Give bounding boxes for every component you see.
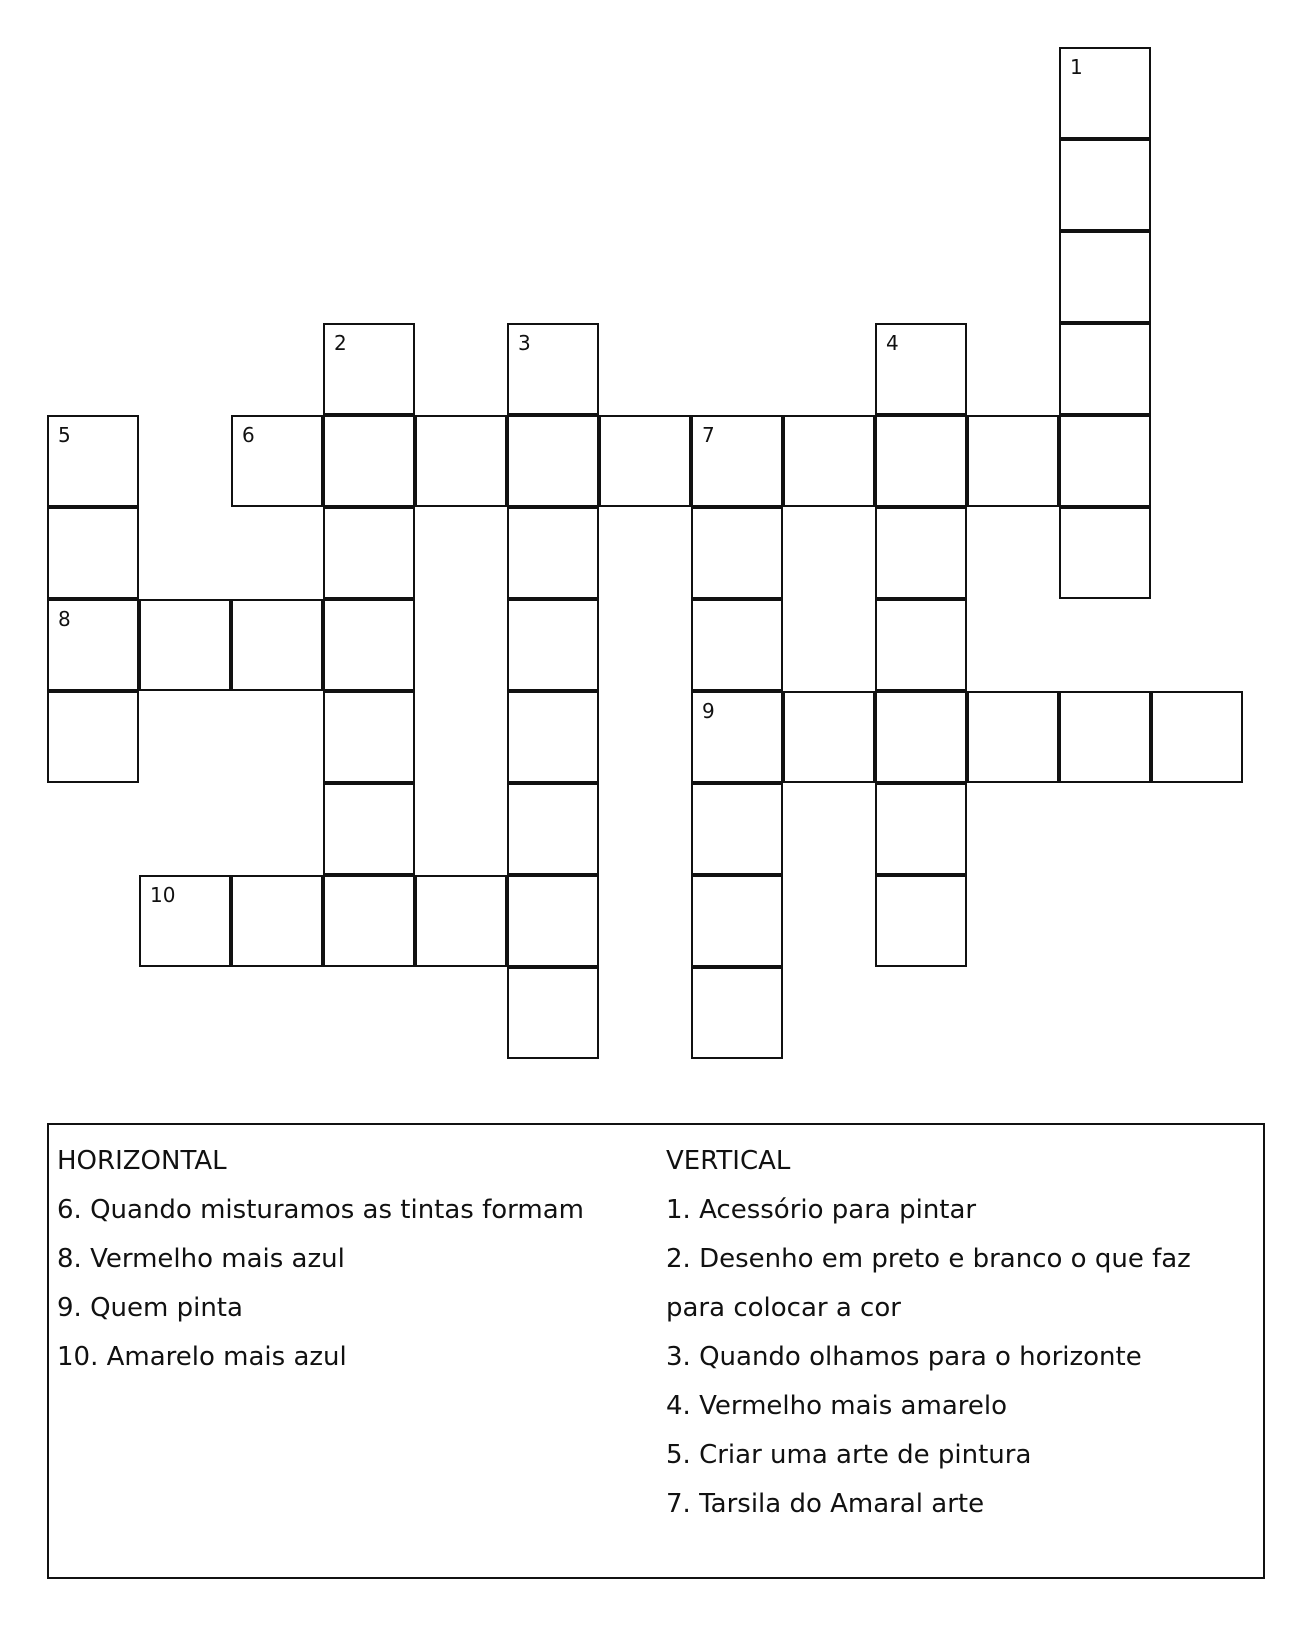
cell-number: 5 <box>58 423 71 447</box>
grid-cell[interactable] <box>507 415 599 507</box>
grid-cell[interactable] <box>1059 139 1151 231</box>
grid-cell[interactable] <box>47 599 139 691</box>
grid-cell[interactable] <box>47 415 139 507</box>
grid-cell[interactable] <box>691 783 783 875</box>
clue-vertical-2: 2. Desenho em preto e branco o que faz <box>666 1244 1191 1274</box>
vertical-clues <box>666 1137 1256 1529</box>
grid-cell[interactable] <box>415 415 507 507</box>
grid-cell[interactable] <box>875 415 967 507</box>
grid-cell[interactable] <box>323 507 415 599</box>
grid-cell[interactable] <box>507 691 599 783</box>
grid-cell[interactable] <box>231 415 323 507</box>
grid-cell[interactable] <box>231 875 323 967</box>
cell-number: 7 <box>702 423 715 447</box>
cell-number: 1 <box>1070 55 1083 79</box>
clue-vertical-7: 7. Tarsila do Amaral arte <box>666 1489 985 1519</box>
clue-horizontal-10: 10. Amarelo mais azul <box>57 1342 347 1372</box>
grid-cell[interactable] <box>1151 691 1243 783</box>
cell-number: 4 <box>886 331 899 355</box>
grid-cell[interactable] <box>783 691 875 783</box>
clue-vertical-5: 5. Criar uma arte de pintura <box>666 1440 1032 1470</box>
grid-cell[interactable] <box>323 875 415 967</box>
clue-horizontal-6: 6. Quando misturamos as tintas formam <box>57 1195 584 1225</box>
grid-cell[interactable] <box>967 415 1059 507</box>
grid-cell[interactable] <box>231 599 323 691</box>
cell-number: 8 <box>58 607 71 631</box>
clue-horizontal-9: 9. Quem pinta <box>57 1293 243 1323</box>
grid-cell[interactable] <box>1059 691 1151 783</box>
grid-cell[interactable] <box>507 783 599 875</box>
grid-cell[interactable] <box>323 415 415 507</box>
grid-cell[interactable] <box>323 323 415 415</box>
grid-cell[interactable] <box>507 967 599 1059</box>
clue-horizontal-8: 8. Vermelho mais azul <box>57 1244 345 1274</box>
grid-cell[interactable] <box>1059 507 1151 599</box>
grid-cell[interactable] <box>1059 415 1151 507</box>
clue-vertical-3: 3. Quando olhamos para o horizonte <box>666 1342 1142 1372</box>
grid-cell[interactable] <box>691 599 783 691</box>
clue-vertical-1: 1. Acessório para pintar <box>666 1195 977 1225</box>
grid-cell[interactable] <box>875 875 967 967</box>
grid-cell[interactable] <box>691 691 783 783</box>
grid-cell[interactable] <box>691 415 783 507</box>
grid-cell[interactable] <box>875 691 967 783</box>
cell-number: 10 <box>150 883 176 907</box>
grid-cell[interactable] <box>1059 47 1151 139</box>
clue-vertical-4: 4. Vermelho mais amarelo <box>666 1391 1007 1421</box>
grid-cell[interactable] <box>783 415 875 507</box>
cell-number: 9 <box>702 699 715 723</box>
horizontal-title: HORIZONTAL <box>57 1146 227 1176</box>
cell-number: 3 <box>518 331 531 355</box>
cell-number: 6 <box>242 423 255 447</box>
horizontal-clues <box>57 1137 647 1382</box>
grid-cell[interactable] <box>507 599 599 691</box>
vertical-title: VERTICAL <box>666 1146 791 1176</box>
grid-cell[interactable] <box>1059 231 1151 323</box>
grid-cell[interactable] <box>875 507 967 599</box>
grid-cell[interactable] <box>691 507 783 599</box>
grid-cell[interactable] <box>875 599 967 691</box>
grid-cell[interactable] <box>47 507 139 599</box>
clue-vertical-2-continued: para colocar a cor <box>666 1293 901 1323</box>
grid-cell[interactable] <box>47 691 139 783</box>
grid-cell[interactable] <box>507 507 599 599</box>
grid-cell[interactable] <box>875 323 967 415</box>
grid-cell[interactable] <box>323 783 415 875</box>
grid-cell[interactable] <box>139 599 231 691</box>
cell-number: 2 <box>334 331 347 355</box>
grid-cell[interactable] <box>1059 323 1151 415</box>
grid-cell[interactable] <box>323 691 415 783</box>
clues-box <box>47 1123 1265 1579</box>
grid-cell[interactable] <box>967 691 1059 783</box>
grid-cell[interactable] <box>323 599 415 691</box>
grid-cell[interactable] <box>875 783 967 875</box>
grid-cell[interactable] <box>507 875 599 967</box>
grid-cell[interactable] <box>139 875 231 967</box>
grid-cell[interactable] <box>415 875 507 967</box>
grid-cell[interactable] <box>691 875 783 967</box>
grid-cell[interactable] <box>599 415 691 507</box>
grid-cell[interactable] <box>691 967 783 1059</box>
grid-cell[interactable] <box>507 323 599 415</box>
